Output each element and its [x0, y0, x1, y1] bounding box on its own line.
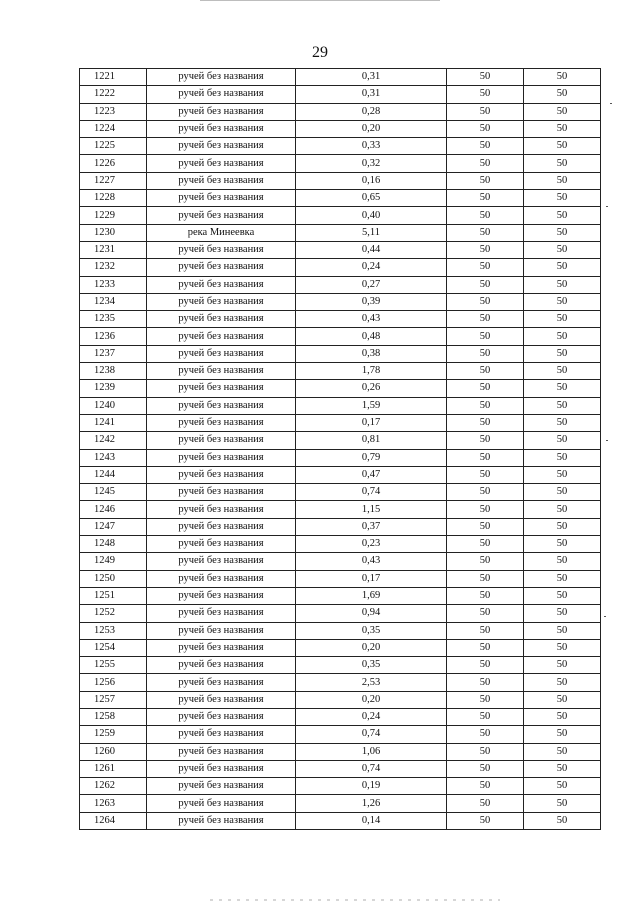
length-value: 0,74 — [296, 760, 447, 777]
length-value: 0,27 — [296, 276, 447, 293]
row-number: 1234 — [80, 293, 147, 310]
zone-width-a: 50 — [447, 190, 524, 207]
table-row — [80, 138, 601, 155]
row-number: 1260 — [80, 743, 147, 760]
zone-width-a: 50 — [447, 570, 524, 587]
row-number: 1244 — [80, 466, 147, 483]
zone-width-a: 50 — [447, 363, 524, 380]
zone-width-a: 50 — [447, 120, 524, 137]
row-number: 1237 — [80, 345, 147, 362]
water-body-name: река Минеевка — [147, 224, 296, 241]
table-row — [80, 466, 601, 483]
table-body — [80, 69, 601, 830]
length-value: 1,26 — [296, 795, 447, 812]
scan-noise — [210, 899, 500, 901]
length-value: 1,78 — [296, 363, 447, 380]
zone-width-a: 50 — [447, 795, 524, 812]
zone-width-a: 50 — [447, 380, 524, 397]
water-body-name: ручей без названия — [147, 311, 296, 328]
zone-width-b: 50 — [524, 466, 601, 483]
zone-width-a: 50 — [447, 69, 524, 86]
row-number: 1224 — [80, 120, 147, 137]
table-row — [80, 639, 601, 656]
table-row — [80, 743, 601, 760]
table-row — [80, 726, 601, 743]
water-body-name: ручей без названия — [147, 605, 296, 622]
water-body-name: ручей без названия — [147, 155, 296, 172]
length-value: 0,33 — [296, 138, 447, 155]
water-body-name: ручей без названия — [147, 380, 296, 397]
zone-width-b: 50 — [524, 293, 601, 310]
zone-width-a: 50 — [447, 760, 524, 777]
length-value: 0,44 — [296, 241, 447, 258]
row-number: 1240 — [80, 397, 147, 414]
row-number: 1258 — [80, 708, 147, 725]
zone-width-b: 50 — [524, 328, 601, 345]
zone-width-a: 50 — [447, 207, 524, 224]
zone-width-a: 50 — [447, 259, 524, 276]
row-number: 1242 — [80, 432, 147, 449]
water-body-name: ручей без названия — [147, 760, 296, 777]
length-value: 0,17 — [296, 570, 447, 587]
length-value: 0,20 — [296, 691, 447, 708]
length-value: 0,40 — [296, 207, 447, 224]
table-row — [80, 657, 601, 674]
zone-width-a: 50 — [447, 224, 524, 241]
table-row — [80, 69, 601, 86]
zone-width-a: 50 — [447, 708, 524, 725]
length-value: 0,31 — [296, 69, 447, 86]
zone-width-a: 50 — [447, 812, 524, 829]
table-row — [80, 674, 601, 691]
zone-width-a: 50 — [447, 501, 524, 518]
zone-width-b: 50 — [524, 553, 601, 570]
length-value: 0,81 — [296, 432, 447, 449]
water-body-name: ручей без названия — [147, 587, 296, 604]
row-number: 1255 — [80, 657, 147, 674]
length-value: 0,16 — [296, 172, 447, 189]
zone-width-a: 50 — [447, 449, 524, 466]
zone-width-a: 50 — [447, 605, 524, 622]
zone-width-a: 50 — [447, 484, 524, 501]
row-number: 1262 — [80, 778, 147, 795]
zone-width-b: 50 — [524, 657, 601, 674]
zone-width-b: 50 — [524, 138, 601, 155]
row-number: 1264 — [80, 812, 147, 829]
zone-width-a: 50 — [447, 103, 524, 120]
water-body-name: ручей без названия — [147, 778, 296, 795]
zone-width-b: 50 — [524, 103, 601, 120]
zone-width-b: 50 — [524, 536, 601, 553]
row-number: 1232 — [80, 259, 147, 276]
table-row — [80, 501, 601, 518]
row-number: 1243 — [80, 449, 147, 466]
row-number: 1247 — [80, 518, 147, 535]
table-row — [80, 190, 601, 207]
zone-width-a: 50 — [447, 86, 524, 103]
length-value: 0,74 — [296, 726, 447, 743]
zone-width-a: 50 — [447, 138, 524, 155]
row-number: 1223 — [80, 103, 147, 120]
table-row — [80, 484, 601, 501]
zone-width-a: 50 — [447, 397, 524, 414]
table-row — [80, 708, 601, 725]
zone-width-b: 50 — [524, 708, 601, 725]
water-body-name: ручей без названия — [147, 345, 296, 362]
zone-width-b: 50 — [524, 241, 601, 258]
table-row — [80, 293, 601, 310]
zone-width-b: 50 — [524, 172, 601, 189]
water-body-name: ручей без названия — [147, 449, 296, 466]
row-number: 1229 — [80, 207, 147, 224]
length-value: 1,69 — [296, 587, 447, 604]
row-number: 1245 — [80, 484, 147, 501]
row-number: 1259 — [80, 726, 147, 743]
water-body-name: ручей без названия — [147, 120, 296, 137]
length-value: 0,28 — [296, 103, 447, 120]
zone-width-a: 50 — [447, 345, 524, 362]
row-number: 1227 — [80, 172, 147, 189]
length-value: 0,43 — [296, 311, 447, 328]
zone-width-b: 50 — [524, 795, 601, 812]
length-value: 0,79 — [296, 449, 447, 466]
zone-width-a: 50 — [447, 311, 524, 328]
table-row — [80, 570, 601, 587]
table-row — [80, 363, 601, 380]
zone-width-b: 50 — [524, 570, 601, 587]
length-value: 2,53 — [296, 674, 447, 691]
table-row — [80, 120, 601, 137]
row-number: 1226 — [80, 155, 147, 172]
length-value: 0,26 — [296, 380, 447, 397]
water-body-name: ручей без названия — [147, 518, 296, 535]
zone-width-b: 50 — [524, 259, 601, 276]
length-value: 0,19 — [296, 778, 447, 795]
zone-width-b: 50 — [524, 726, 601, 743]
row-number: 1230 — [80, 224, 147, 241]
length-value: 0,38 — [296, 345, 447, 362]
length-value: 0,47 — [296, 466, 447, 483]
water-body-name: ручей без названия — [147, 207, 296, 224]
row-number: 1241 — [80, 414, 147, 431]
table-row — [80, 449, 601, 466]
table-row — [80, 553, 601, 570]
water-body-name: ручей без названия — [147, 172, 296, 189]
table-row — [80, 605, 601, 622]
zone-width-b: 50 — [524, 639, 601, 656]
length-value: 0,31 — [296, 86, 447, 103]
length-value: 0,24 — [296, 708, 447, 725]
zone-width-a: 50 — [447, 328, 524, 345]
zone-width-b: 50 — [524, 622, 601, 639]
water-body-name: ручей без названия — [147, 501, 296, 518]
row-number: 1257 — [80, 691, 147, 708]
water-body-name: ручей без названия — [147, 414, 296, 431]
zone-width-b: 50 — [524, 224, 601, 241]
zone-width-a: 50 — [447, 432, 524, 449]
zone-width-b: 50 — [524, 449, 601, 466]
row-number: 1233 — [80, 276, 147, 293]
table-row — [80, 536, 601, 553]
zone-width-b: 50 — [524, 501, 601, 518]
zone-width-a: 50 — [447, 553, 524, 570]
table-row — [80, 812, 601, 829]
table-row — [80, 207, 601, 224]
row-number: 1239 — [80, 380, 147, 397]
row-number: 1228 — [80, 190, 147, 207]
zone-width-a: 50 — [447, 466, 524, 483]
zone-width-b: 50 — [524, 518, 601, 535]
zone-width-a: 50 — [447, 172, 524, 189]
table-row — [80, 778, 601, 795]
zone-width-a: 50 — [447, 518, 524, 535]
length-value: 0,23 — [296, 536, 447, 553]
length-value: 0,74 — [296, 484, 447, 501]
water-body-name: ручей без названия — [147, 639, 296, 656]
table-row — [80, 276, 601, 293]
zone-width-a: 50 — [447, 674, 524, 691]
scan-speck — [606, 440, 608, 441]
table-row — [80, 691, 601, 708]
row-number: 1222 — [80, 86, 147, 103]
zone-width-b: 50 — [524, 414, 601, 431]
row-number: 1256 — [80, 674, 147, 691]
zone-width-b: 50 — [524, 760, 601, 777]
zone-width-a: 50 — [447, 657, 524, 674]
water-body-name: ручей без названия — [147, 657, 296, 674]
length-value: 0,32 — [296, 155, 447, 172]
row-number: 1253 — [80, 622, 147, 639]
table-row — [80, 432, 601, 449]
water-bodies-table — [79, 68, 601, 830]
row-number: 1254 — [80, 639, 147, 656]
zone-width-a: 50 — [447, 241, 524, 258]
zone-width-a: 50 — [447, 726, 524, 743]
length-value: 0,24 — [296, 259, 447, 276]
table-row — [80, 518, 601, 535]
zone-width-b: 50 — [524, 363, 601, 380]
zone-width-a: 50 — [447, 536, 524, 553]
zone-width-b: 50 — [524, 86, 601, 103]
water-body-name: ручей без названия — [147, 743, 296, 760]
water-body-name: ручей без названия — [147, 328, 296, 345]
row-number: 1263 — [80, 795, 147, 812]
length-value: 0,48 — [296, 328, 447, 345]
water-body-name: ручей без названия — [147, 363, 296, 380]
zone-width-b: 50 — [524, 605, 601, 622]
zone-width-b: 50 — [524, 674, 601, 691]
row-number: 1261 — [80, 760, 147, 777]
length-value: 0,39 — [296, 293, 447, 310]
water-body-name: ручей без названия — [147, 553, 296, 570]
top-rule — [200, 0, 440, 1]
zone-width-b: 50 — [524, 432, 601, 449]
zone-width-a: 50 — [447, 587, 524, 604]
length-value: 0,43 — [296, 553, 447, 570]
water-body-name: ручей без названия — [147, 674, 296, 691]
zone-width-b: 50 — [524, 778, 601, 795]
table-row — [80, 587, 601, 604]
water-body-name: ручей без названия — [147, 536, 296, 553]
zone-width-a: 50 — [447, 414, 524, 431]
row-number: 1221 — [80, 69, 147, 86]
row-number: 1235 — [80, 311, 147, 328]
row-number: 1238 — [80, 363, 147, 380]
table-row — [80, 345, 601, 362]
row-number: 1252 — [80, 605, 147, 622]
water-body-name: ручей без названия — [147, 432, 296, 449]
row-number: 1236 — [80, 328, 147, 345]
water-body-name: ручей без названия — [147, 103, 296, 120]
length-value: 0,35 — [296, 657, 447, 674]
table-row — [80, 760, 601, 777]
water-body-name: ручей без названия — [147, 484, 296, 501]
water-body-name: ручей без названия — [147, 293, 296, 310]
table-row — [80, 103, 601, 120]
zone-width-a: 50 — [447, 155, 524, 172]
water-body-name: ручей без названия — [147, 259, 296, 276]
zone-width-b: 50 — [524, 69, 601, 86]
water-body-name: ручей без названия — [147, 812, 296, 829]
scan-speck — [604, 616, 606, 617]
water-body-name: ручей без названия — [147, 570, 296, 587]
water-body-name: ручей без названия — [147, 276, 296, 293]
length-value: 0,94 — [296, 605, 447, 622]
water-body-name: ручей без названия — [147, 466, 296, 483]
row-number: 1231 — [80, 241, 147, 258]
water-body-name: ручей без названия — [147, 86, 296, 103]
water-body-name: ручей без названия — [147, 241, 296, 258]
zone-width-b: 50 — [524, 120, 601, 137]
table-row — [80, 155, 601, 172]
water-body-name: ручей без названия — [147, 69, 296, 86]
length-value: 1,15 — [296, 501, 447, 518]
length-value: 0,65 — [296, 190, 447, 207]
length-value: 0,20 — [296, 639, 447, 656]
row-number: 1250 — [80, 570, 147, 587]
table-row — [80, 86, 601, 103]
zone-width-a: 50 — [447, 639, 524, 656]
zone-width-b: 50 — [524, 276, 601, 293]
water-body-name: ручей без названия — [147, 708, 296, 725]
row-number: 1249 — [80, 553, 147, 570]
zone-width-b: 50 — [524, 345, 601, 362]
zone-width-b: 50 — [524, 380, 601, 397]
zone-width-a: 50 — [447, 778, 524, 795]
length-value: 0,17 — [296, 414, 447, 431]
table-row — [80, 414, 601, 431]
zone-width-a: 50 — [447, 691, 524, 708]
table-row — [80, 380, 601, 397]
length-value: 5,11 — [296, 224, 447, 241]
zone-width-a: 50 — [447, 293, 524, 310]
table-row — [80, 622, 601, 639]
table-row — [80, 795, 601, 812]
length-value: 0,35 — [296, 622, 447, 639]
scan-speck — [610, 103, 612, 104]
table-row — [80, 259, 601, 276]
table-row — [80, 241, 601, 258]
row-number: 1225 — [80, 138, 147, 155]
scan-speck — [606, 206, 608, 207]
table-row — [80, 397, 601, 414]
zone-width-b: 50 — [524, 691, 601, 708]
water-body-name: ручей без названия — [147, 726, 296, 743]
zone-width-b: 50 — [524, 155, 601, 172]
zone-width-b: 50 — [524, 587, 601, 604]
zone-width-a: 50 — [447, 743, 524, 760]
table-row — [80, 172, 601, 189]
length-value: 0,20 — [296, 120, 447, 137]
water-body-name: ручей без названия — [147, 190, 296, 207]
zone-width-b: 50 — [524, 207, 601, 224]
water-body-name: ручей без названия — [147, 691, 296, 708]
zone-width-b: 50 — [524, 397, 601, 414]
water-body-name: ручей без названия — [147, 795, 296, 812]
zone-width-a: 50 — [447, 276, 524, 293]
table-row — [80, 311, 601, 328]
row-number: 1248 — [80, 536, 147, 553]
zone-width-a: 50 — [447, 622, 524, 639]
length-value: 0,14 — [296, 812, 447, 829]
page-number: 29 — [312, 44, 328, 61]
row-number: 1251 — [80, 587, 147, 604]
zone-width-b: 50 — [524, 190, 601, 207]
zone-width-b: 50 — [524, 484, 601, 501]
table-row — [80, 224, 601, 241]
length-value: 0,37 — [296, 518, 447, 535]
row-number: 1246 — [80, 501, 147, 518]
zone-width-b: 50 — [524, 311, 601, 328]
length-value: 1,59 — [296, 397, 447, 414]
length-value: 1,06 — [296, 743, 447, 760]
water-body-name: ручей без названия — [147, 397, 296, 414]
water-body-name: ручей без названия — [147, 622, 296, 639]
table-row — [80, 328, 601, 345]
zone-width-b: 50 — [524, 812, 601, 829]
water-body-name: ручей без названия — [147, 138, 296, 155]
zone-width-b: 50 — [524, 743, 601, 760]
